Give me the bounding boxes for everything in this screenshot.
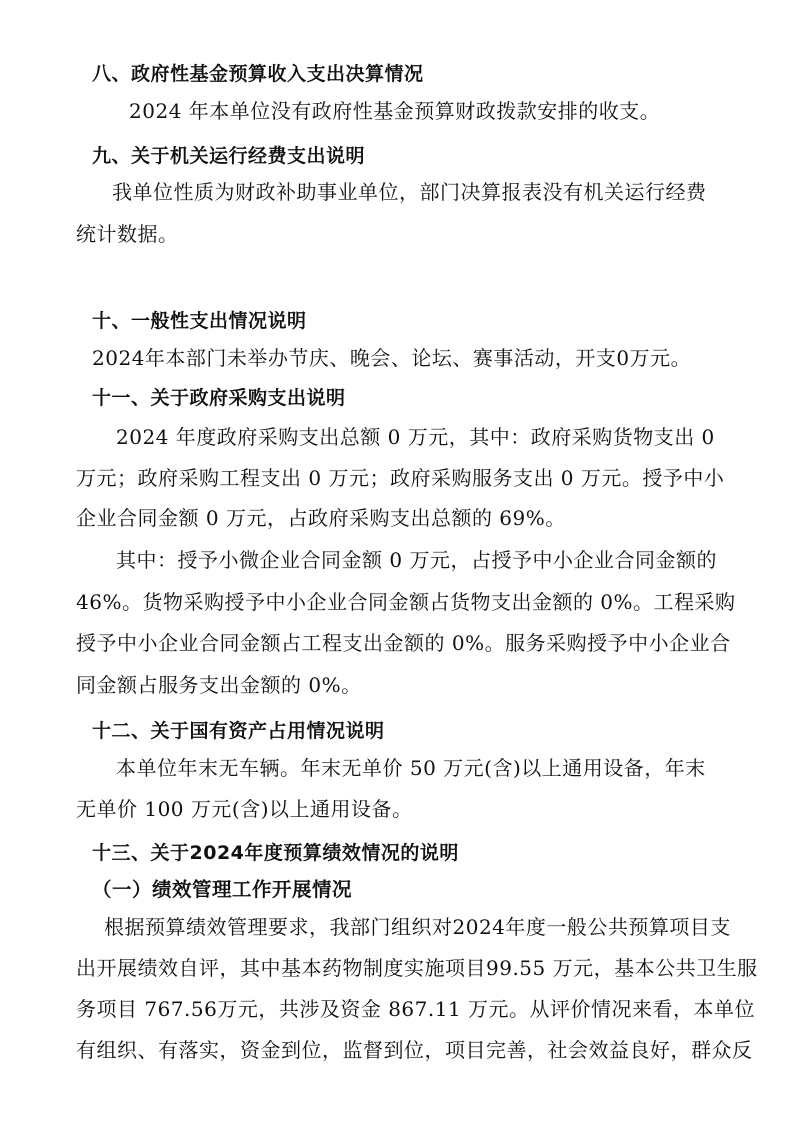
- section-9-text-line: 统计数据。: [76, 222, 179, 246]
- section-9-heading: 九、关于机关运行经费支出说明: [92, 145, 366, 167]
- section-10-heading: 十、一般性支出情况说明: [92, 310, 307, 332]
- section-9-text-line: 我单位性质为财政补助事业单位，部门决算报表没有机关运行经费: [112, 180, 707, 204]
- section-11-para1-line: 万元；政府采购工程支出 0 万元；政府采购服务支出 0 万元。授予中小: [76, 466, 725, 490]
- section-12-text-line: 无单价 100 万元(含)以上通用设备。: [76, 797, 413, 821]
- section-11-para2-line: 其中：授予小微企业合同金额 0 万元，占授予中小企业合同金额的: [116, 548, 717, 572]
- section-8-heading: 八、政府性基金预算收入支出决算情况: [92, 63, 424, 85]
- section-8-text-line: 2024 年本单位没有政府性基金预算财政拨款安排的收支。: [129, 99, 661, 123]
- section-13-subheading: （一）绩效管理工作开展情况: [92, 878, 353, 901]
- section-13-text-line: 有组织、有落实，资金到位，监督到位，项目完善，社会效益良好，群众反: [76, 1038, 753, 1062]
- section-11-heading: 十一、关于政府采购支出说明: [92, 387, 346, 409]
- section-11-para1-line: 2024 年度政府采购支出总额 0 万元，其中：政府采购货物支出 0: [116, 425, 715, 449]
- section-12-heading: 十二、关于国有资产占用情况说明: [92, 720, 385, 742]
- section-11-para2-line: 同金额占服务支出金额的 0%。: [76, 673, 362, 697]
- section-11-para1-line: 企业合同金额 0 万元，占政府采购支出总额的 69%。: [76, 506, 566, 530]
- section-13-text-line: 务项目 767.56万元，共涉及资金 867.11 万元。从评价情况来看，本单位: [76, 997, 756, 1021]
- section-10-text-line: 2024年本部门未举办节庆、晚会、论坛、赛事活动，开支0万元。: [92, 346, 692, 370]
- section-12-text-line: 本单位年末无车辆。年末无单价 50 万元(含)以上通用设备，年末: [116, 756, 706, 780]
- section-11-para2-line: 46%。货物采购授予中小企业合同金额占货物支出金额的 0%。工程采购: [76, 590, 736, 614]
- section-11-para2-line: 授予中小企业合同金额占工程支出金额的 0%。服务采购授予中小企业合: [76, 631, 731, 655]
- section-13-text-line: 根据预算绩效管理要求，我部门组织对2024年度一般公共预算项目支: [104, 915, 731, 939]
- section-13-heading: 十三、关于2024年度预算绩效情况的说明: [92, 842, 459, 864]
- section-13-text-line: 出开展绩效自评，其中基本药物制度实施项目99.55 万元，基本公共卫生服: [76, 956, 758, 980]
